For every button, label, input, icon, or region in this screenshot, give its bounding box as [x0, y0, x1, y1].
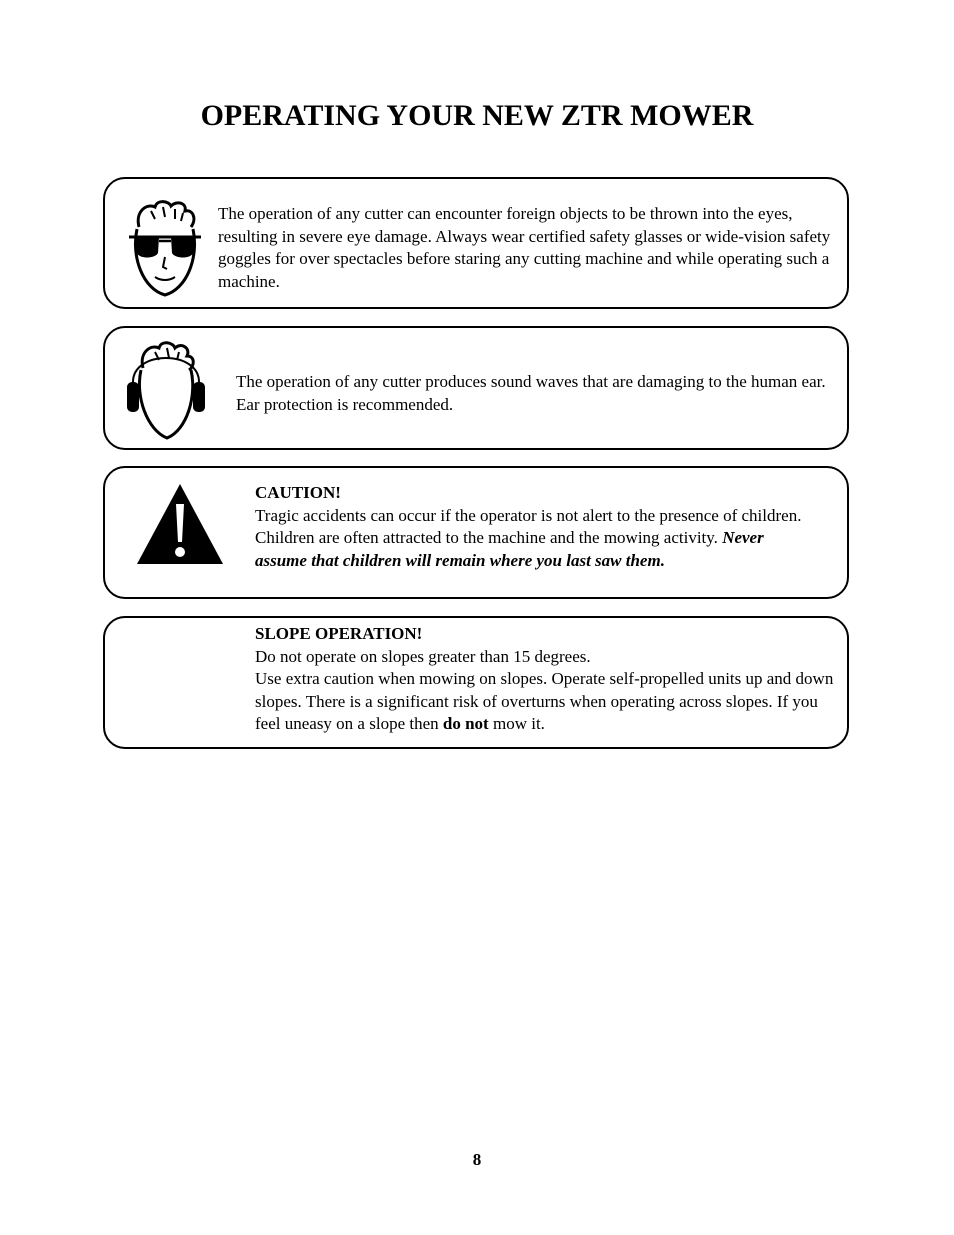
caution-heading: CAUTION!	[255, 483, 341, 502]
slope-operation-text	[255, 623, 845, 736]
caution-body: Tragic accidents can occur if the operator is not alert to the presence of children. Children are often attracted to the machine and the mowing activity.	[255, 505, 802, 547]
slope-heading: SLOPE OPERATION!	[255, 624, 423, 643]
slope-operation-notice	[103, 616, 849, 749]
eye-protection-text: The operation of any cutter can encounter foreign objects to be thrown into the eyes, resulting in severe eye damage. Always wear certified safety glasses or wide-vision safety goggles for over spectacles before staring any cutting machine and while operating such a machine.	[218, 204, 831, 291]
safety-glasses-face-icon	[125, 197, 205, 299]
caution-notice	[103, 466, 849, 599]
slope-body: Use extra caution when mowing on slopes. Operate self-propelled units up and down slopes. There is a significant risk of overturns when operating across slopes. If you feel uneasy on a slope then	[255, 669, 834, 733]
page-number: 8	[472, 1150, 482, 1169]
slope-line-2	[255, 668, 845, 736]
slope-emphasis: do not	[442, 714, 489, 733]
slope-body-end: mow it.	[488, 714, 545, 733]
caution-emphasis: Never assume that children will remain where you last saw them.	[255, 528, 764, 570]
ear-protection-notice	[103, 326, 849, 450]
eye-protection-notice	[103, 177, 849, 309]
page-title: OPERATING YOUR NEW ZTR MOWER	[200, 99, 754, 132]
ear-protection-face-icon	[125, 340, 207, 442]
warning-triangle-icon	[135, 482, 225, 566]
ear-protection-text: The operation of any cutter produces sound waves that are damaging to the human ear. Ear protection is recommended.	[236, 372, 826, 414]
slope-line-1: Do not operate on slopes greater than 15 degrees.	[255, 646, 591, 666]
caution-text	[255, 482, 815, 572]
